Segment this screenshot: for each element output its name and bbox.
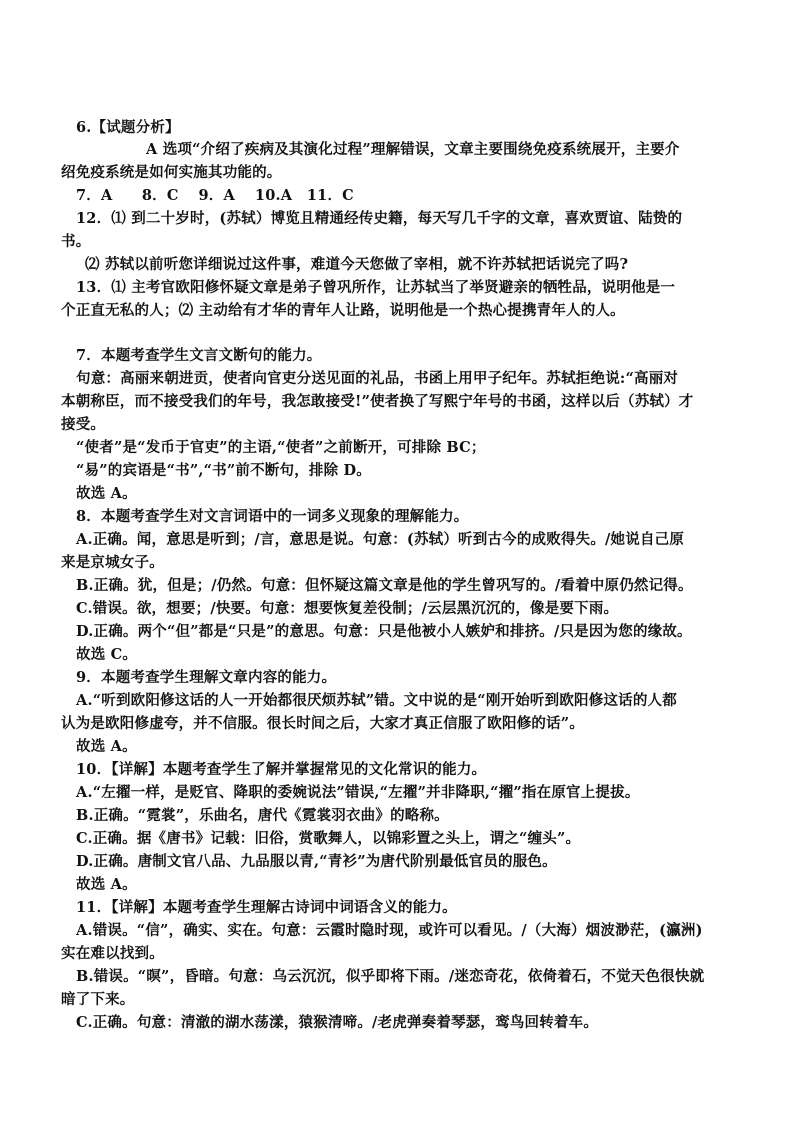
text-line: 实在难以找到。 (61, 945, 164, 962)
text-line: 7．A 8．C 9．A 10.A 11．C (76, 187, 354, 204)
text-line: B.正确。“霓裳”，乐曲名，唐代《霓裳羽衣曲》的略称。 (76, 807, 449, 824)
text-line: 6.【试题分析】 (76, 119, 180, 136)
text-line: ⑵ 苏轼以前听您详细说过这件事，难道今天您做了宰相，就不许苏轼把话说完了吗? (85, 256, 629, 273)
text-line: A 选项“介绍了疾病及其演化过程”理解错误，文章主要围绕免疫系统展开，主要介 (146, 141, 680, 158)
text-line: A.错误。“信”，确实、实在。句意：云霞时隐时现，或许可以看见。/（大海）烟波渺茫，(瀛洲) (76, 922, 703, 939)
text-line: A.“左擢一样，是贬官、降职的委婉说法”错误,“左擢”并非降职,“擢”指在原官上提拔。 (76, 784, 640, 801)
text-line: 12．⑴ 到二十岁时，(苏轼）博览且精通经传史籍，每天写几千字的文章，喜欢贾谊、陆贽的 (76, 210, 683, 227)
text-line: A.“听到欧阳修这话的人一开始都很厌烦苏轼”错。文中说的是“刚开始听到欧阳修这话的人都 (76, 692, 677, 709)
text-line: D.正确。唐制文官八品、九品服以青,“青衫”为唐代阶别最低官员的服色。 (76, 853, 557, 870)
text-line: 11．【详解】本题考查学生理解古诗词中词语含义的能力。 (76, 899, 457, 916)
text-line: “使者”是“发币于官吏”的主语,“使者”之前断开，可排除 BC； (76, 439, 486, 456)
text-line: 7．本题考查学生文言文断句的能力。 (76, 347, 322, 364)
text-line: 故选 A。 (76, 876, 137, 893)
text-line: 接受。 (61, 416, 106, 433)
text-line: 本朝称臣，而不接受我们的年号，我怎敢接受!”使者换了写熙宁年号的书函，这样以后（苏轼）才 (61, 393, 694, 410)
text-line: C.正确。句意：清澈的湖水荡漾，猿猴清啼。/老虎弹奏着琴瑟，鸾鸟回转着车。 (76, 1014, 599, 1031)
text-line: 10．【详解】本题考查学生了解并掌握常见的文化常识的能力。 (76, 761, 487, 778)
text-line: D.正确。两个“但”都是“只是”的意思。句意：只是他被小人嫉妒和排挤。/只是因为您的缘故。 (76, 623, 692, 640)
text-line: 故选 C。 (76, 646, 138, 663)
text-line: 个正直无私的人；⑵ 主动给有才华的青年人让路，说明他是一个热心提携青年人的人。 (61, 302, 625, 319)
text-line: “易”的宾语是“书”,“书”前不断句，排除 D。 (76, 462, 372, 479)
text-line: 故选 A。 (76, 738, 137, 755)
text-line: B.错误。“暝”，昏暗。句意：乌云沉沉，似乎即将下雨。/迷恋奇花，依倚着石，不觉天色很快就 (76, 968, 705, 985)
text-line: 8．本题考查学生对文言词语中的一词多义现象的理解能力。 (76, 508, 469, 525)
text-line: C.正确。据《唐书》记载：旧俗，赏歌舞人，以锦彩置之头上，谓之“缠头”。 (76, 830, 581, 847)
text-line: 来是京城女子。 (61, 554, 164, 571)
text-line: 书。 (61, 233, 91, 250)
text-line: C.错误。欲，想要；/快要。句意：想要恢复差役制；/云层黑沉沉的，像是要下雨。 (76, 600, 619, 617)
text-line: B.正确。犹，但是；/仍然。句意：但怀疑这篇文章是他的学生曾巩写的。/看着中原仍然记得。 (76, 577, 693, 594)
text-line: 句意：高丽来朝进贡，使者向官吏分送见面的礼品，书函上用甲子纪年。苏轼拒绝说:“高丽对 (76, 370, 679, 387)
text-line: 故选 A。 (76, 485, 137, 502)
text-line: 暗了下来。 (61, 991, 135, 1008)
text-line: 9．本题考查学生理解文章内容的能力。 (76, 669, 337, 686)
text-line: 13．⑴ 主考官欧阳修怀疑文章是弟子曾巩所作，让苏轼当了举贤避亲的牺牲品，说明他是一 (76, 279, 676, 296)
text-line: 绍免疫系统是如何实施其功能的。 (61, 164, 282, 181)
text-line: A.正确。闻，意思是听到；/言，意思是说。句意：(苏轼）听到古今的成败得失。/她说自己原 (76, 531, 685, 548)
text-line: 认为是欧阳修虚夸，并不信服。很长时间之后，大家才真正信服了欧阳修的话”。 (61, 715, 585, 732)
